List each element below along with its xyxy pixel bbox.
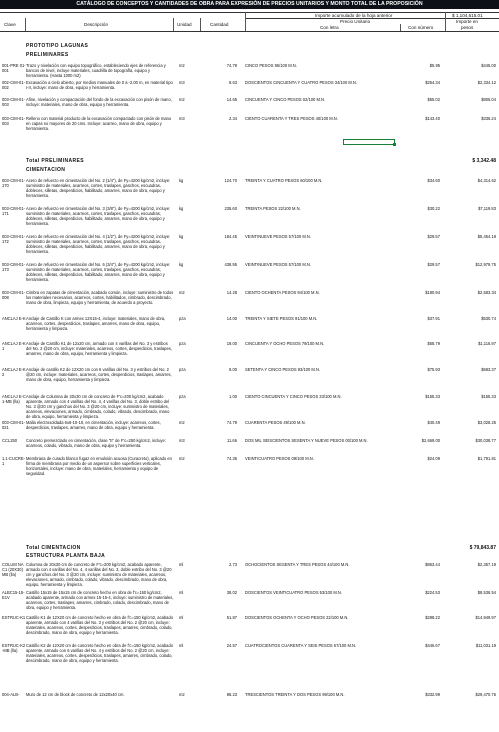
row-importe: $806.04: [481, 97, 496, 102]
section-prototipo: PROTOTIPO LAGUNAS: [26, 43, 89, 49]
row-descripcion: Malla electrosoldada 6x6-10-10, en cimentación, incluye: acarreos, cortes, desperdicios, traslapes, amarres, mano de obra, equipo y herramienta.: [26, 420, 161, 430]
row-cantidad: 51.87: [226, 615, 237, 620]
selected-cell[interactable]: [343, 139, 395, 145]
row-descripcion: Castillo 15x15 de 15x15 cm de concreto hecho en obra de f'c=150 kg/cm2, acabado aparente, armado con armex 15-15-4, incluye: suministro de materiales, acarreos, cortes, traslapes, amarres, cimbrado, colado, descimbrado, mano de obra, equipo y herramienta.: [26, 590, 174, 610]
row-precio-numero: $224.53: [425, 590, 440, 595]
row-unidad: pza: [179, 341, 186, 346]
row-importe: $7,119.83: [478, 206, 496, 211]
row-precio-numero: $446.67: [425, 643, 440, 648]
row-unidad: ml: [179, 643, 184, 648]
row-cantidad: 9.00: [229, 367, 237, 372]
header-importe-acumulado-value: $ 1,104,615.01: [452, 13, 483, 18]
row-clave: 001-PRE 01-001: [2, 63, 26, 73]
row-cantidad: 2.73: [229, 562, 237, 567]
row-unidad: m2: [179, 420, 185, 425]
row-clave: ESTRUC-K2-MB (lla): [2, 643, 26, 653]
row-precio-letra: TREINTA Y SIETE PESOS 91/100 M.N.: [245, 316, 318, 321]
row-cantidad: 2.34: [229, 116, 237, 121]
row-cantidad: 11.66: [227, 438, 237, 443]
row-precio-numero: $58.79: [427, 341, 440, 346]
row-unidad: m3: [179, 116, 185, 121]
row-descripcion: Castillo K1 de 12X20 cm de concreto hecho en obra de f'c=150 kg/cm2, acabado aparente, armado con 4 varillas del No. 3 y estribos del No. 2 @20 cm, incluye: materiales, acarreos, cortes, desperdicios, traslapes, amarres, cimbrado, colado, descimbrado, mano de obra, equipo y herramienta.: [26, 615, 173, 635]
row-precio-numero: $332.99: [425, 692, 440, 697]
row-unidad: pza: [179, 367, 186, 372]
row-clave: ANCLAJ E-K1: [2, 341, 26, 351]
row-cantidad: 24.57: [226, 643, 237, 648]
header-importe-en: Importe en: [456, 19, 478, 24]
row-clave: CCL250: [2, 438, 18, 443]
row-unidad: ml: [179, 590, 184, 595]
row-importe: $683.37: [481, 367, 496, 372]
row-unidad: m2: [179, 692, 185, 697]
header-precio-unitario: Precio Unitario: [340, 19, 371, 24]
row-precio-letra: CINCUENTA Y CINCO PESOS 02/100 M.N.: [245, 97, 326, 102]
row-descripcion: Muro de 12 cm de block de concreto de 12x20x40 cm.: [26, 692, 125, 697]
row-precio-letra: TREINTA Y CUATRO PESOS 60/100 M.N.: [245, 178, 323, 183]
row-cantidad: 14.65: [226, 97, 237, 102]
row-importe: $5,454.19: [477, 234, 496, 239]
row-precio-letra: DOSCIENTOS CINCUENTA Y CUATRO PESOS 34/100 M.N.: [245, 80, 357, 85]
row-descripcion: Acero de refuerzo en cimentación del No. 4 (1/2"), de Fy=4200 kg/cm2, incluye: suministro de materiales, acarreos, cortes, traslapes, ganchos, escuadras, dobleces, silletas, desperdicios, habilitado, amarres, mano de obra, equipo y herramienta.: [26, 234, 171, 254]
row-precio-numero: $40.49: [427, 420, 440, 425]
row-precio-numero: $288.22: [425, 615, 440, 620]
row-cantidad: 19.00: [226, 341, 237, 346]
row-cantidad: 184.45: [224, 234, 237, 239]
section-estructura: ESTRUCTURA PLANTA BAJA: [26, 553, 106, 559]
row-unidad: kg: [179, 234, 184, 239]
row-precio-letra: DOS MIL SEISCIENTOS SESENTA Y NUEVE PESOS 00/100 M.N.: [245, 438, 368, 443]
header-clave: Clave: [4, 22, 16, 27]
row-precio-numero: $863.44: [425, 562, 440, 567]
section-preliminares: PRELIMINARES: [26, 52, 69, 58]
row-descripcion: Anclaje de Columna de 20x30 cm de concreto de F'c=200 kg/cm2, acabado aparente, armado con 4 varillas del No. 4, 4 varillas del No. 3, doble estribo del No. 3 @20 cm y ganchos del No. 3 @20 cm, incluye: suministro de materiales, acarreos, elevaciones, armado, cimbrado, colado, vibrado, descimbrado, mano de obra, equipo, herramienta y limpieza.: [26, 394, 170, 419]
row-unidad: kg: [179, 178, 184, 183]
row-unidad: kg: [179, 262, 184, 267]
row-cantidad: 74.36: [226, 456, 237, 461]
row-precio-numero: $55.02: [427, 97, 440, 102]
row-importe: $11,031.19: [475, 643, 496, 648]
row-precio-letra: VEINTINUEVE PESOS 57/100 M.N.: [245, 262, 311, 267]
row-clave: 003-CIM-01-008: [2, 290, 25, 300]
row-unidad: pza: [179, 316, 186, 321]
row-unidad: m2: [179, 97, 185, 102]
row-cantidad: 88.23: [226, 692, 237, 697]
header-cantidad: Cantidad: [210, 22, 229, 27]
section-cimentacion: CIMENTACION: [26, 167, 66, 173]
row-unidad: m2: [179, 63, 185, 68]
table-header: [0, 12, 499, 32]
row-clave: 003-CIM-01-021: [2, 420, 25, 430]
row-precio-numero: $37.91: [427, 316, 440, 321]
row-importe: $12,979.75: [475, 262, 496, 267]
row-precio-letra: CIENTO CINCUENTA Y CINCO PESOS 33/100 M.N.: [245, 394, 342, 399]
row-importe: $14,949.97: [475, 615, 496, 620]
row-descripcion: Acero de refuerzo en cimentación del No. 6 (3/4"), de Fy=4200 kg/cm2, incluye: suministro de materiales, acarreos, cortes, traslapes, ganchos, escuadras, dobleces, silletas, desperdicios, habilitado, amarres, mano de obra, equipo y herramienta.: [26, 262, 171, 282]
row-precio-numero: $180.94: [425, 290, 440, 295]
row-unidad: m3: [179, 438, 185, 443]
row-descripcion: Trazo y nivelación con equipo topográfico, estableciendo ejes de referencia y bancos de nivel, incluye materiales, cuadrilla de topografía, equipo y herramienta. (Hasta 1000 m2): [26, 63, 166, 78]
row-importe: $2,357.19: [477, 562, 496, 567]
row-precio-numero: $24.09: [427, 456, 440, 461]
total-cimentacion-amount: $ 79,843.87: [469, 545, 496, 551]
row-clave: 004-ALB-: [2, 692, 20, 697]
total-cimentacion-label: Total CIMENTACION: [26, 545, 81, 551]
total-preliminares-amount: $ 3,342.48: [472, 158, 496, 164]
row-precio-letra: CINCUENTA Y OCHO PESOS 79/100 M.N.: [245, 341, 325, 346]
row-clave: ESTRUC-K1: [2, 615, 26, 620]
row-importe: $8,536.54: [477, 590, 496, 595]
row-importe: $445.00: [481, 63, 496, 68]
row-importe: $2,583.34: [477, 290, 496, 295]
row-descripcion: Relleno con material producto de la excavación compactado con pisón de mano en capas no mayores de 20 cms. Incluye: acarreo, mano de obra, equipo y herramienta.: [26, 116, 172, 131]
total-preliminares-label: Total PRELIMINARES: [26, 158, 84, 164]
row-precio-numero: $5.95: [429, 63, 440, 68]
row-precio-letra: SETENTA Y CINCO PESOS 93/100 M.N.: [245, 367, 321, 372]
row-descripcion: Concreto premezclado en cimentación, clase "II" de F'c=250 kg/cm2, incluye: acarreos, colado, vibrado, mano de obra, equipo y herramienta.: [26, 438, 166, 448]
row-unidad: m2: [179, 456, 185, 461]
row-clave: ANCLAJ E-K: [2, 316, 26, 321]
page-title: CATÁLOGO DE CONCEPTOS Y CANTIDADES DE OBRA PARA EXPRESIÓN DE PRECIOS UNITARIOS Y MONTO TOTAL DE LA PROPOSICIÓN: [0, 0, 499, 9]
row-descripcion: Acero de refuerzo en cimentación del No. 2 (1/4"), de Fy=4200 kg/cm2, incluye: suministro de materiales, acarreos, cortes, traslapes, ganchos, escuadras, dobleces, silletas, desperdicios, habilitado, amarres, mano de obra, equipo y herramienta.: [26, 178, 171, 198]
row-cantidad: 235.60: [224, 206, 237, 211]
header-unidad: Unidad: [177, 22, 192, 27]
row-unidad: m2: [179, 290, 185, 295]
row-clave: ANCLAJ E-K2: [2, 367, 26, 377]
row-clave: ALBC15-15-E1V: [2, 590, 25, 600]
row-cantidad: 14.00: [226, 316, 237, 321]
row-importe: $1,116.97: [478, 341, 496, 346]
row-descripcion: Acero de refuerzo en cimentación del No. 3 (3/8"), de Fy=4200 kg/cm2, incluye: suministro de materiales, acarreos, cortes, traslapes, ganchos, escuadras, dobleces, silletas, desperdicios, habilitado, amarres, mano de obra, equipo y herramienta.: [26, 206, 171, 226]
row-precio-letra: DOSCIENTOS OCHENTA Y OCHO PESOS 22/100 M.N.: [245, 615, 349, 620]
row-importe: $4,314.62: [477, 178, 496, 183]
row-unidad: ml: [179, 562, 184, 567]
row-importe: $2,334.12: [477, 80, 496, 85]
row-descripcion: Castillo K2 de 12X20 cm de concreto hecho en obra de f'c=150 kg/cm2, acabado aparente, armado con 6 varillas del No. 4 y estribos del No. 2 @20 cm, incluye: materiales, acarreos, cortes, desperdicios, traslapes, amarres, cimbrado, colado, descimbrado, mano de obra, equipo y herramienta.: [26, 643, 173, 663]
row-precio-letra: CINCO PESOS 95/100 M.N.: [245, 63, 297, 68]
row-cantidad: 74.79: [226, 63, 237, 68]
row-precio-letra: CIENTO CUARENTA Y TRES PESOS 40/100 M.N.: [245, 116, 338, 121]
row-clave: 002-CIM-01-002: [2, 80, 25, 90]
row-precio-letra: DOSCIENTOS VEINTICUATRO PESOS 53/100 M.N.: [245, 590, 342, 595]
row-precio-numero: $254.34: [425, 80, 440, 85]
row-descripcion: Columna de 20x30 cm de concreto de F'c=200 kg/cm2, acabado aparente, armado con 4 varillas del No. 4, 4 varillas del No. 3, doble estribo del No. 3 @20 cm y ganchos del No. 3 @20 cm, incluye: suministro de materiales, acarreos, elevaciones, armado, cimbrado, colado, vibrado, descimbrado, mano de obra, equipo, herramienta y limpieza.: [26, 562, 172, 587]
row-precio-letra: CUATROCIENTOS CUARENTA Y SEIS PESOS 67/100 M.N.: [245, 643, 357, 648]
row-unidad: kg: [179, 206, 184, 211]
row-precio-letra: VEINTICUATRO PESOS 09/100 M.N.: [245, 456, 314, 461]
row-unidad: ml: [179, 615, 184, 620]
row-cantidad: 14.28: [226, 290, 237, 295]
row-precio-letra: OCHOCIENTOS SESENTA Y TRES PESOS 44/100 M.N.: [245, 562, 350, 567]
row-unidad: pza: [179, 394, 186, 399]
row-cantidad: 124.70: [224, 178, 237, 183]
row-clave: 003-CIM-01-171: [2, 206, 25, 216]
row-clave: 003-CIM-01-003: [2, 116, 25, 126]
row-importe: $3,028.25: [477, 420, 496, 425]
row-descripcion: Excavación a cielo abierto, por medios manuales de 0 a -2.00 m, en material tipo I-II, incluye: mano de obra, equipo y herramienta.: [26, 80, 173, 90]
header-pesos: pesos: [461, 25, 474, 30]
row-descripcion: Anclaje de castillo K2 de 12X20 cm con 6 varillas del No. 3 y estribos del No. 2 @20 cm, incluye: materiales, acarreos, cortes, desperdicios, traslapes, amarres, mano de obra, equipo, herramienta y limpieza.: [26, 367, 172, 382]
row-clave: 003-CIM-01-170: [2, 178, 25, 188]
row-precio-numero: $2,669.00: [421, 438, 440, 443]
row-descripcion: Cimbra en zapatas de cimentación, acabado común, incluye: suministro de todos los materiales necesarios, acarreos, cortes, habilitados, cimbrado, descimbrado, mano de obra, limpieza, equipo y herramienta, de acuerdo a proyecto.: [26, 290, 174, 305]
row-clave: ANCLAJ E-C1-MB (lla): [2, 394, 26, 404]
row-descripcion: Anclaje de Castillo K1 de 12x20 cm, armado con 4 varillas del No. 3 y estribos del No. 2 @20 cm, incluye: materiales, acarreos, cortes, desperdicios, traslapes, amarres, mano de obra, equipo, herramienta y limpieza.: [26, 341, 172, 356]
header-descripcion: Descripción: [84, 22, 108, 27]
row-importe: $336.24: [481, 116, 496, 121]
row-precio-numero: $75.93: [427, 367, 440, 372]
row-descripcion: Anclaje de Castillo K con armex 12X15-4, incluye: materiales, mano de obra, acarreos, cortes, desperdicios, traslapes, amarres, mano de obra, equipo, herramienta y limpieza.: [26, 316, 166, 331]
header-importe-acumulado-label: Importe acumulado de la hoja anterior: [315, 13, 393, 18]
row-cantidad: 438.95: [224, 262, 237, 267]
row-clave: 1.1-CUCRE-1: [2, 456, 25, 466]
row-precio-numero: $29.57: [427, 262, 440, 267]
row-precio-numero: $155.33: [425, 394, 440, 399]
row-clave: COLUM NA C1 (20X30) MB (lla): [2, 562, 24, 577]
row-precio-letra: VEINTINUEVE PESOS 57/100 M.N.: [245, 234, 311, 239]
row-precio-letra: TREINTA PESOS 22/100 M.N.: [245, 206, 301, 211]
row-precio-numero: $30.22: [427, 206, 440, 211]
row-importe: $29,470.76: [475, 692, 496, 697]
header-con-numero: Con número: [408, 25, 434, 30]
row-descripcion: Membrana de curado blanco fugaz en emulsión acuosa (Curacreto), aplicado en firma de membrana por medio de un aspersor sobre superficies verticales, horizontales, incluye: mano de obra, materiales, herramienta y equipo de seguridad.: [26, 456, 172, 476]
row-importe: $1,791.81: [477, 456, 496, 461]
row-importe: $30,038.77: [475, 438, 496, 443]
row-cantidad: 1.00: [229, 394, 237, 399]
row-cantidad: 38.02: [226, 590, 237, 595]
row-precio-letra: CIENTO OCHENTA PESOS 94/100 M.N.: [245, 290, 320, 295]
row-clave: 003-CIM-01-172: [2, 234, 25, 244]
row-clave: 003-CIM-01-003: [2, 97, 25, 107]
row-precio-numero: $34.60: [427, 178, 440, 183]
row-descripcion: Afine, nivelación y compactación del fondo de la excavación con pisón de mano, incluye: materiales, mano de obra, equipo y herramienta.: [26, 97, 172, 107]
row-clave: 003-CIM-01-173: [2, 262, 25, 272]
fill-handle[interactable]: [393, 143, 396, 146]
row-cantidad: 8.63: [229, 80, 237, 85]
row-cantidad: 74.79: [226, 420, 237, 425]
row-unidad: m3: [179, 80, 185, 85]
row-importe: $155.33: [481, 394, 496, 399]
row-precio-letra: TRESCIENTOS TREINTA Y DOS PESOS 99/100 M.N.: [245, 692, 345, 697]
row-importe: $530.74: [481, 316, 496, 321]
row-precio-numero: $143.40: [425, 116, 440, 121]
header-con-letra: Con letra: [320, 25, 339, 30]
row-precio-numero: $29.57: [427, 234, 440, 239]
row-precio-letra: CUARENTA PESOS 49/100 M.N.: [245, 420, 306, 425]
